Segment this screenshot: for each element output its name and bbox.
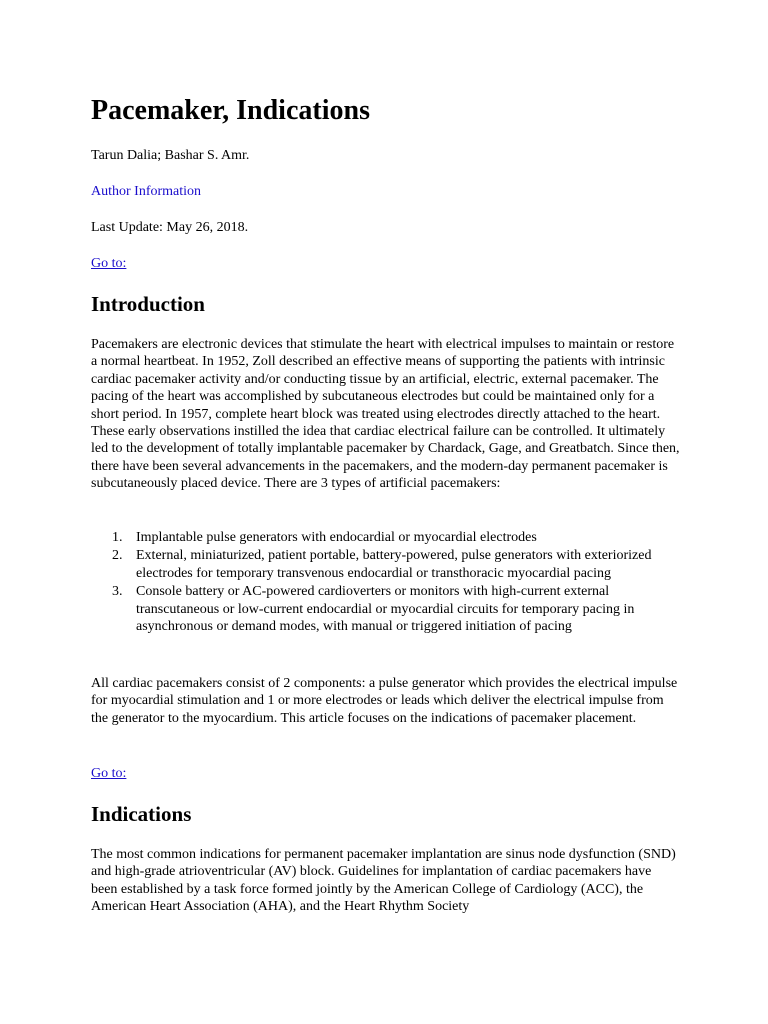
pacemaker-types-list — [91, 529, 681, 636]
authors: Tarun Dalia; Bashar S. Amr. — [91, 148, 250, 163]
introduction-heading: Introduction — [91, 292, 205, 316]
list-item-text: Implantable pulse generators with endocardial or myocardial electrodes — [136, 530, 537, 545]
list-item-number: 2. — [112, 548, 123, 564]
author-info-link-row — [91, 183, 201, 201]
indications-heading: Indications — [91, 802, 192, 826]
indications-paragraph-1: The most common indications for permanent pacemaker implantation are sinus node dysfunction (SND) and high-grade atrioventricular (AV) block. Guidelines for implantation of cardiac pacemakers have been established by a task force formed jointly by the American College of Cardiology (ACC), the American Heart Association (AHA), and the Heart Rhythm Society — [91, 847, 676, 915]
list-item — [91, 529, 681, 546]
list-item-text: Console battery or AC-powered cardioverters or monitors with high-current external transcutaneous or low-current endocardial or myocardial circuits for temporary pacing in asynchronous or demand modes, with manual or triggered initiation of pacing — [136, 584, 635, 635]
goto-row-1 — [91, 255, 126, 273]
list-item — [91, 547, 681, 582]
goto-link[interactable]: Go to: — [91, 256, 127, 271]
introduction-paragraph-2: All cardiac pacemakers consist of 2 components: a pulse generator which provides the electrical impulse for myocardial stimulation and 1 or more electrodes or leads which deliver the electrical impulse from the generator to the myocardium. This article focuses on the indications of pacemaker placement. — [91, 676, 678, 726]
goto-link[interactable]: Go to: — [91, 766, 127, 781]
list-item — [91, 583, 681, 635]
author-information-link[interactable]: Author Information — [91, 184, 202, 199]
list-item-number: 3. — [112, 584, 123, 600]
introduction-paragraph-1: Pacemakers are electronic devices that stimulate the heart with electrical impulses to maintain or restore a normal heartbeat. In 1952, Zoll described an effective means of supporting the patients with intrinsic cardiac pacemaker activity and/or conducting tissue by an artificial, electric, external pacemaker. The pacing of the heart was accomplished by subcutaneous electrodes but could be maintained only for a short period. In 1957, complete heart block was treated using electrodes directly attached to the heart. These early observations instilled the idea that cardiac electrical failure can be controlled. It ultimately led to the development of totally implantable pacemaker by Chardack, Gage, and Greatbatch. Since then, there have been several advancements in the pacemakers, and the modern-day permanent pacemaker is subcutaneously placed device. There are 3 types of artificial pacemakers: — [91, 337, 680, 492]
list-item-number: 1. — [112, 530, 123, 545]
goto-row-2 — [91, 765, 126, 783]
list-item-text: External, miniaturized, patient portable, battery-powered, pulse generators with exteriorized electrodes for temporary transvenous endocardial or transthoracic myocardial pacing — [136, 548, 652, 581]
last-update: Last Update: May 26, 2018. — [91, 220, 249, 235]
page-title: Pacemaker, Indications — [91, 95, 370, 126]
